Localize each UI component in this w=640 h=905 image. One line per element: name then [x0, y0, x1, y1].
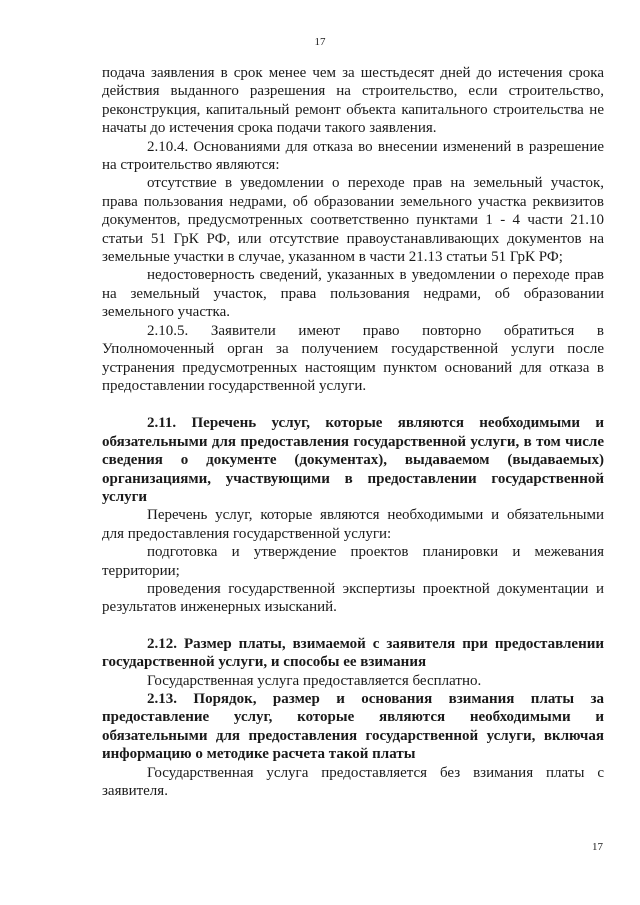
section-heading-2-13: 2.13. Порядок, размер и основания взимания платы за предоставление услуг, которые являются необходимыми и обязательными для предоставления государственной услуги, включая информацию о методике расчета такой платы	[102, 691, 604, 763]
paragraph-no-fee: Государственная услуга предоставляется без взимания платы с заявителя.	[102, 764, 604, 800]
section-spacer	[102, 617, 604, 635]
paragraph-2-10-5: 2.10.5. Заявители имеют право повторно обратиться в Уполномоченный орган за получением государственной услуги после устранения предусмотренных настоящим пунктом оснований для отказа в предоставлении государственной услуги.	[102, 322, 604, 394]
section-spacer	[102, 395, 604, 414]
paragraph-service-1: подготовка и утверждение проектов планировки и межевания территории;	[102, 544, 604, 579]
paragraph-2-10-4: 2.10.4. Основаниями для отказа во внесении изменений в разрешение на строительство являются:	[102, 138, 604, 174]
paragraph-continuation: подача заявления в срок менее чем за шестьдесят дней до истечения срока действия выданного разрешения на строительство, если строительство, реконструкция, капитальный ремонт объекта капитального строительства не начаты до истечения срока подачи такого заявления.	[102, 65, 604, 137]
paragraph-service-2: проведения государственной экспертизы проектной документации и результатов инженерных изысканий.	[102, 580, 604, 616]
document-body	[102, 64, 604, 800]
paragraph-refusal-reason-2: недостоверность сведений, указанных в уведомлении о переходе прав на земельный участок, права пользования недрами, об образовании земельного участка.	[102, 267, 604, 321]
paragraph-services-list-intro: Перечень услуг, которые являются необходимыми и обязательными для предоставления государственной услуги:	[102, 507, 604, 542]
page-number-bottom: 17	[592, 841, 603, 853]
paragraph-free-service: Государственная услуга предоставляется бесплатно.	[147, 672, 482, 689]
paragraph-refusal-reason-1: отсутствие в уведомлении о переходе прав на земельный участок, права пользования недрами, об образовании земельного участка реквизитов документов, предусмотренных соответственно пунктами 1 - 4 части 21.10 статьи 51 ГрК РФ, или отсутствие правоустанавливающих документов на земельные участки в случае, указанном в части 21.13 статьи 51 ГрК РФ;	[102, 175, 604, 266]
section-heading-2-11: 2.11. Перечень услуг, которые являются необходимыми и обязательными для предоставления государственной услуги, в том числе сведения о документе (документах), выдаваемом (выдаваемых) организациями, участвующими в предоставлении государственной услуги	[102, 415, 604, 505]
section-heading-2-12: 2.12. Размер платы, взимаемой с заявителя при предоставлении государственной услуги, и способы ее взимания	[102, 635, 604, 671]
page-number-top: 17	[314, 36, 326, 48]
